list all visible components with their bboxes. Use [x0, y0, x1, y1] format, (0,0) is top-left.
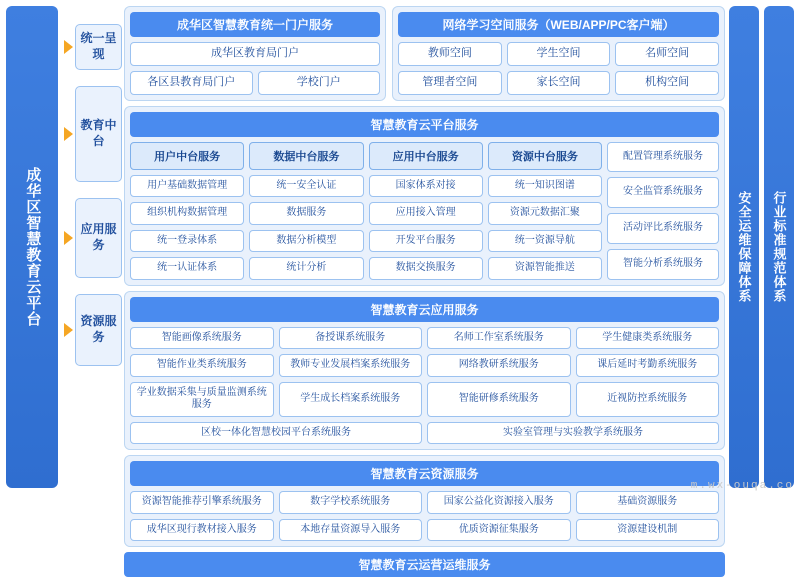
chip-student-growth-archive[interactable]: 学生成长档案系统服务	[279, 382, 423, 417]
chip-parent-space[interactable]: 家长空间	[507, 71, 611, 95]
application-services-title: 智慧教育云应用服务	[130, 297, 719, 322]
arrow-right-icon	[64, 231, 73, 245]
chip-digital-school-system[interactable]: 数字学校系统服务	[279, 491, 423, 514]
chip-quality-resource-collection[interactable]: 优质资源征集服务	[427, 519, 571, 542]
stage-resource-services: 资源服务	[75, 294, 122, 366]
column-data-midplatform	[249, 142, 363, 280]
space-row-2	[398, 71, 719, 95]
chip-county-edu-bureau-portal[interactable]: 各区县教育局门户	[130, 71, 253, 95]
app-row-3	[130, 382, 719, 417]
chip-current-textbook-access[interactable]: 成华区现行教材接入服务	[130, 519, 274, 542]
chip-teacher-space[interactable]: 教师空间	[398, 42, 502, 66]
chip-local-resource-import[interactable]: 本地存量资源导入服务	[279, 519, 423, 542]
chip-manager-space[interactable]: 管理者空间	[398, 71, 502, 95]
application-services-panel	[124, 291, 725, 451]
chip-unified-resource-nav[interactable]: 统一资源导航	[488, 230, 602, 253]
chip-org-data-management[interactable]: 组织机构数据管理	[130, 202, 244, 225]
stage-row-3	[64, 198, 122, 278]
chip-student-space[interactable]: 学生空间	[507, 42, 611, 66]
chip-institution-space[interactable]: 机构空间	[615, 71, 719, 95]
stage-unified-presentation: 统一呈现	[75, 24, 122, 70]
chip-academic-data-quality-monitor[interactable]: 学业数据采集与质量监测系统服务	[130, 382, 274, 417]
chip-data-exchange-service[interactable]: 数据交换服务	[369, 257, 483, 280]
chip-smart-training-system[interactable]: 智能研修系统服务	[427, 382, 571, 417]
cloud-platform-columns	[130, 142, 602, 280]
column-head-app[interactable]: 应用中台服务	[369, 142, 483, 170]
resource-services-title: 智慧教育云资源服务	[130, 461, 719, 486]
chip-smart-portrait-system[interactable]: 智能画像系统服务	[130, 327, 274, 350]
stage-row-2	[64, 86, 122, 182]
chip-data-service[interactable]: 数据服务	[249, 202, 363, 225]
chip-resource-construction-mechanism[interactable]: 资源建设机制	[576, 519, 720, 542]
chip-activity-evaluation-system[interactable]: 活动评比系统服务	[607, 213, 719, 244]
cloud-platform-right-column	[607, 142, 719, 280]
chip-teacher-development-archive[interactable]: 教师专业发展档案系统服务	[279, 354, 423, 377]
stage-row-4	[64, 294, 122, 366]
portal-services-title: 成华区智慧教育统一门户服务	[130, 12, 380, 37]
chip-after-school-attendance[interactable]: 课后延时考勤系统服务	[576, 354, 720, 377]
chip-online-teaching-research[interactable]: 网络教研系统服务	[427, 354, 571, 377]
chip-open-platform-service[interactable]: 开发平台服务	[369, 230, 483, 253]
operations-footer-bar: 智慧教育云运营运维服务	[124, 552, 725, 577]
chip-student-health-system[interactable]: 学生健康类系统服务	[576, 327, 720, 350]
arrow-right-icon	[64, 40, 73, 54]
cloud-platform-body	[130, 142, 719, 280]
chip-unified-auth-system[interactable]: 统一认证体系	[130, 257, 244, 280]
main-content	[124, 6, 725, 572]
arrow-right-icon	[64, 323, 73, 337]
stage-education-midplatform: 教育中台	[75, 86, 122, 182]
chip-lesson-prep-system[interactable]: 备授课系统服务	[279, 327, 423, 350]
chip-app-access-management[interactable]: 应用接入管理	[369, 202, 483, 225]
stage-row-1	[64, 24, 122, 70]
chip-master-studio-system[interactable]: 名师工作室系统服务	[427, 327, 571, 350]
chip-security-supervision-system[interactable]: 安全监管系统服务	[607, 177, 719, 208]
chip-resource-metadata[interactable]: 资源元数据汇聚	[488, 202, 602, 225]
chip-resource-smart-push[interactable]: 资源智能推送	[488, 257, 602, 280]
stage-application-services: 应用服务	[75, 198, 122, 278]
learning-space-panel	[392, 6, 725, 101]
chip-district-edu-bureau-portal[interactable]: 成华区教育局门户	[130, 42, 380, 66]
portal-row-1	[130, 42, 380, 66]
chip-unified-login[interactable]: 统一登录体系	[130, 230, 244, 253]
chip-master-teacher-space[interactable]: 名师空间	[615, 42, 719, 66]
chip-unified-knowledge-graph[interactable]: 统一知识图谱	[488, 175, 602, 198]
chip-user-basic-data[interactable]: 用户基础数据管理	[130, 175, 244, 198]
chip-national-public-resource-access[interactable]: 国家公益化资源接入服务	[427, 491, 571, 514]
space-row-1	[398, 42, 719, 66]
app-row-2	[130, 354, 719, 377]
portal-row-2	[130, 71, 380, 95]
right-vertical-bars	[729, 6, 794, 488]
column-app-midplatform	[369, 142, 483, 280]
bar-security-operations: 安全运维保障体系	[729, 6, 759, 488]
chip-data-analysis-model[interactable]: 数据分析模型	[249, 230, 363, 253]
chip-basic-resource-service[interactable]: 基础资源服务	[576, 491, 720, 514]
column-user-midplatform	[130, 142, 244, 280]
chip-school-portal[interactable]: 学校门户	[258, 71, 381, 95]
resource-services-panel	[124, 455, 725, 547]
app-row-1	[130, 327, 719, 350]
watermark: m.wx-ouqa.co	[690, 480, 794, 492]
column-head-resource[interactable]: 资源中台服务	[488, 142, 602, 170]
chip-unified-security-auth[interactable]: 统一安全认证	[249, 175, 363, 198]
resource-row-2	[130, 519, 719, 542]
chip-myopia-prevention-system[interactable]: 近视防控系统服务	[576, 382, 720, 417]
portal-services-panel	[124, 6, 386, 101]
resource-row-1	[130, 491, 719, 514]
column-resource-midplatform	[488, 142, 602, 280]
bar-industry-standards: 行业标准规范体系	[764, 6, 794, 488]
chip-smart-homework-system[interactable]: 智能作业类系统服务	[130, 354, 274, 377]
chip-national-system-docking[interactable]: 国家体系对接	[369, 175, 483, 198]
platform-title: 成华区智慧教育云平台	[6, 6, 58, 488]
arrow-right-icon	[64, 127, 73, 141]
learning-space-title: 网络学习空间服务（WEB/APP/PC客户端）	[398, 12, 719, 37]
chip-resource-recommend-engine[interactable]: 资源智能推荐引擎系统服务	[130, 491, 274, 514]
column-head-data[interactable]: 数据中台服务	[249, 142, 363, 170]
cloud-platform-title: 智慧教育云平台服务	[130, 112, 719, 137]
chip-statistics-analysis[interactable]: 统计分析	[249, 257, 363, 280]
chip-lab-management-system[interactable]: 实验室管理与实验教学系统服务	[427, 422, 719, 445]
stage-column	[64, 6, 122, 488]
top-panels	[124, 6, 725, 101]
cloud-platform-panel	[124, 106, 725, 286]
column-head-user[interactable]: 用户中台服务	[130, 142, 244, 170]
app-row-4	[130, 422, 719, 445]
chip-config-management-system[interactable]: 配置管理系统服务	[607, 142, 719, 173]
chip-smart-campus-platform[interactable]: 区校一体化智慧校园平台系统服务	[130, 422, 422, 445]
chip-smart-analysis-system[interactable]: 智能分析系统服务	[607, 249, 719, 280]
